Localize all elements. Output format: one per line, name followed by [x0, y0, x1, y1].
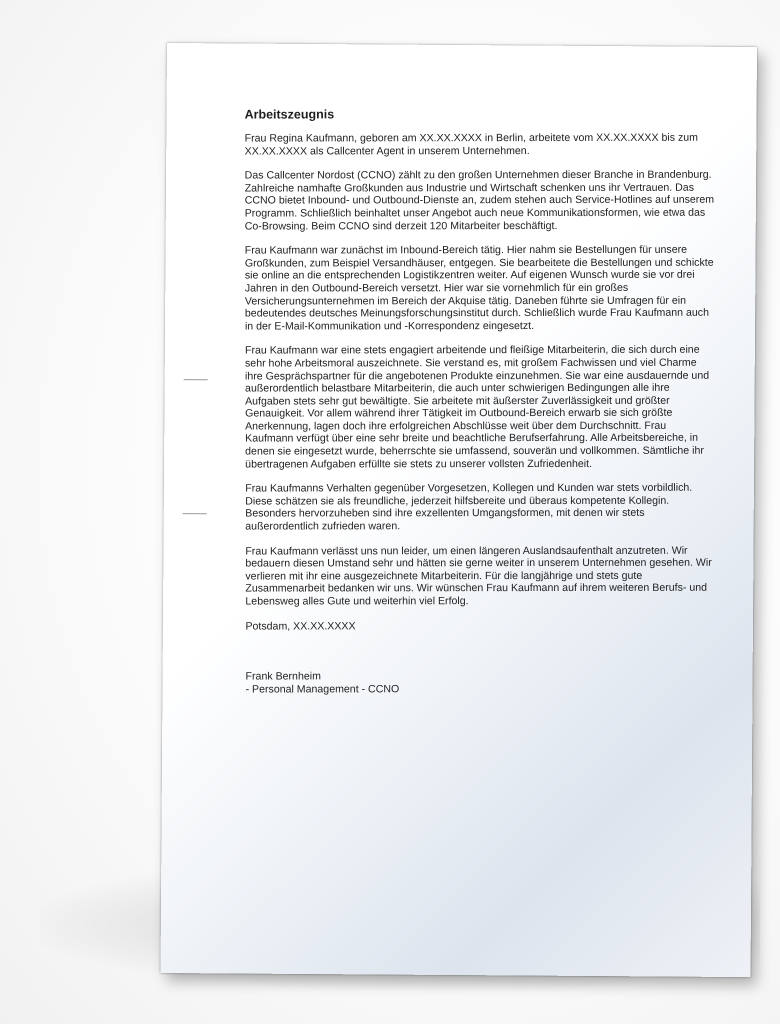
signature-role: - Personal Management - CCNO: [245, 683, 400, 696]
paragraph-closing: Frau Kaufmann verlässt uns nun leider, um einen längeren Auslandsaufenthalt anzutreten. Wir bedauern diesen Umstand sehr und hätten sie gerne weiter in unserem Unternehmen gesehen. Wir verlieren mit ihr eine ausgezeichnete Mitarbeiterin. Für die langjährige und stets gute Zusammenarbeit bedanken wir uns. Wir wünschen Frau Kaufmann auf ihrem weiteren Berufs- und Lebensweg alles Gute und weiterhin viel Erfolg.: [245, 544, 712, 608]
paragraph-performance: Frau Kaufmann war eine stets engagiert arbeitende und fleißige Mitarbeiterin, die sich durch eine sehr hohe Arbeitsmoral auszeichnete. Sie verstand es, mit großem Fachwissen und viel Charme ihre Gesprächspartner für die angebotenen Produkte einzunehmen. Sie war eine ausdauernde und außerordentlich belastbare Mitarbeiterin, die auch unter schwierigen Bedingungen alle ihre Aufgaben stets sehr gut bewältigte. Sie arbeitete mit äußerster Zuverlässigkeit und größter Genauigkeit. Vor allem während ihrer Tätigkeit im Outbound-Bereich erwarb sie sich größte Anerkennung, lagen doch ihre erfolgreichen Abschlüsse weit über dem Durchschnitt. Frau Kaufmann verfügt über eine sehr breite und beachtliche Berufserfahrung. Alle Arbeitsbereiche, in denen sie eingesetzt wurde, beherrschte sie umfassend, souverän und vollkommen. Sämtliche ihr übertragenen Aufgaben erfüllte sie stets zu unserer vollsten Zufriedenheit.: [244, 344, 710, 471]
place-date: Potsdam, XX.XX.XXXX: [245, 619, 356, 633]
fold-mark: [183, 513, 207, 514]
fold-mark: [184, 379, 208, 380]
document-body: [245, 107, 716, 696]
paragraph-conduct: Frau Kaufmanns Verhalten gegenüber Vorgesetzen, Kollegen und Kunden war stets vorbildlich. Diese schätzen sie als freundliche, jederzeit hilfsbereite und überaus kompetente Kollegin. Besonders hervorzuheben sind ihre exzellenten Umgangsformen, mit denen wir stets außerordentlich zufrieden waren.: [245, 482, 693, 533]
signature-name: Frank Bernheim: [245, 670, 321, 683]
document-page: [161, 43, 757, 977]
document-title: Arbeitszeugnis: [244, 107, 335, 122]
paragraph-employment: Frau Regina Kaufmann, geboren am XX.XX.XXXX in Berlin, arbeitete vom XX.XX.XXXX bis zum XX.XX.XXXX als Callcenter Agent in unserem Unternehmen.: [244, 131, 699, 158]
paragraph-duties: Frau Kaufmann war zunächst im Inbound-Bereich tätig. Hier nahm sie Bestellungen für unsere Großkunden, zum Beispiel Versandhäuser, entgegen. Sie bearbeitete die Bestellungen und schickte sie online an die entsprechenden Logistikzentren weiter. Auf eigenen Wunsch wurde sie vor drei Jahren in den Outbound-Bereich versetzt. Hier war sie vornehmlich für ein großes Versicherungsunternehmen im Bereich der Akquise tätig. Daneben führte sie Umfragen für ein bedeutendes deutsches Meinungsforschungsinstitut durch. Schließlich wurde Frau Kaufmann auch in der E-Mail-Kommunikation und -Korrespondenz eingesetzt.: [244, 243, 714, 333]
paragraph-company: Das Callcenter Nordost (CCNO) zählt zu den großen Unternehmen dieser Branche in Brandenburg. Zahlreiche namhafte Großkunden aus Industrie und Wirtschaft schenken uns ihr Vertrauen. Das CCNO bietet Inbound- und Outbound-Dienste an, zudem stehen auch Service-Hotlines auf unserem Programm. Schließlich beinhaltet unser Angebot auch neue Kommunikationsformen, wie etwa das Co-Browsing. Beim CCNO sind derzeit 120 Mitarbeiter beschäftigt.: [244, 168, 715, 233]
